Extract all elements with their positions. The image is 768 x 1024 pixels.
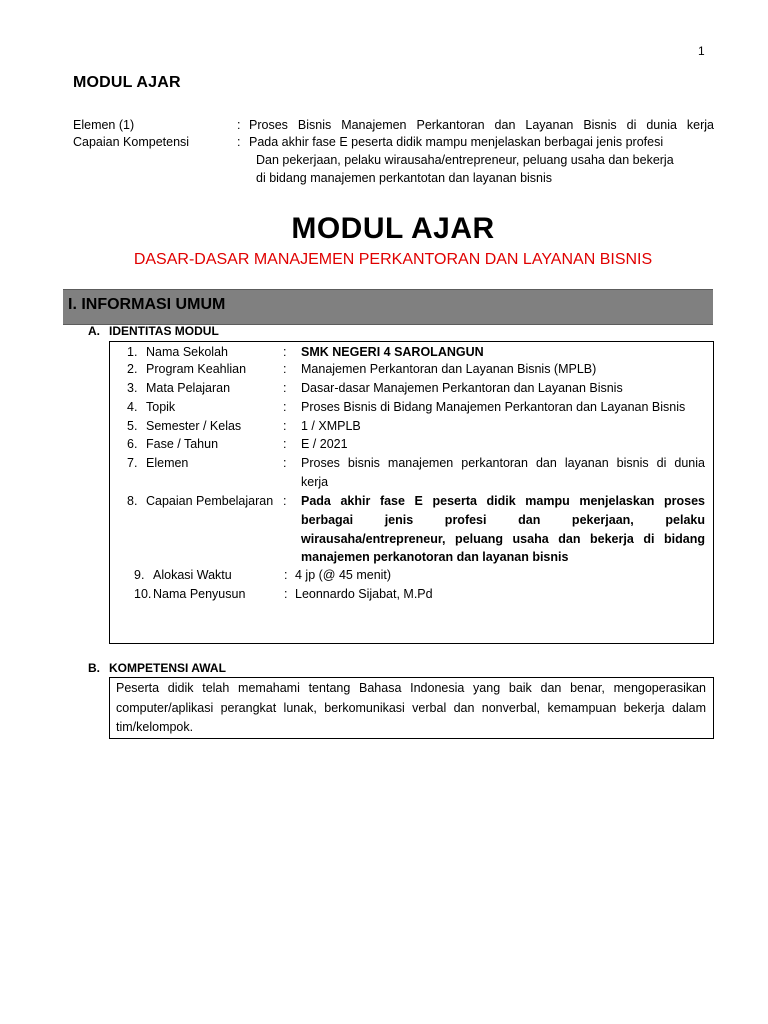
document-header-title: MODUL AJAR — [73, 74, 181, 91]
capaian-label: Capaian Kompetensi — [73, 135, 190, 149]
item-number: 8. — [127, 494, 138, 508]
item-colon: : — [283, 381, 287, 395]
item-colon: : — [283, 419, 287, 433]
item-value-capaian-line-1: Pada akhir fase E peserta didik mampu menjelaskan proses — [301, 494, 705, 508]
item-colon: : — [283, 456, 287, 470]
item-number: 2. — [127, 362, 138, 376]
identitas-heading: IDENTITAS MODUL — [109, 324, 219, 338]
item-value-capaian-line-3: wirausaha/entrepreneur, peluang usaha dan bekerja di bidang — [301, 532, 705, 546]
item-value-nama-sekolah: SMK NEGERI 4 SAROLANGUN — [301, 345, 484, 359]
kompetensi-awal-marker: B. — [88, 661, 100, 675]
item-label-program-keahlian: Program Keahlian — [146, 362, 247, 376]
item-value-mata-pelajaran: Dasar-dasar Manajemen Perkantoran dan Layanan Bisnis — [301, 381, 623, 395]
item-label-semester-kelas: Semester / Kelas — [146, 419, 242, 433]
item-label-capaian-pembelajaran: Capaian Pembelajaran — [146, 494, 274, 508]
item-colon: : — [283, 400, 287, 414]
capaian-line-3: di bidang manajemen perkantotan dan layanan bisnis — [256, 171, 553, 185]
item-value-fase-tahun: E / 2021 — [301, 437, 348, 451]
item-label-nama-penyusun: Nama Penyusun — [153, 587, 246, 601]
section-header-informasi-umum — [63, 289, 713, 325]
item-colon: : — [283, 494, 287, 508]
item-number: 4. — [127, 400, 138, 414]
item-value-alokasi-waktu: 4 jp (@ 45 menit) — [295, 568, 392, 582]
item-value-capaian-line-4: manajemen perkanotoran dan layanan bisnis — [301, 550, 569, 564]
item-label-mata-pelajaran: Mata Pelajaran — [146, 381, 231, 395]
elemen-label: Elemen (1) — [73, 118, 135, 132]
item-value-topik: Proses Bisnis di Bidang Manajemen Perkantoran dan Layanan Bisnis — [301, 400, 686, 414]
page-number: 1 — [698, 44, 705, 58]
item-colon: : — [283, 362, 287, 376]
capaian-line-1: Pada akhir fase E peserta didik mampu menjelaskan berbagai jenis profesi — [249, 135, 664, 149]
item-value-nama-penyusun: Leonnardo Sijabat, M.Pd — [295, 587, 433, 601]
subtitle: DASAR-DASAR MANAJEMEN PERKANTORAN DAN LAYANAN BISNIS — [133, 251, 653, 268]
capaian-line-2: Dan pekerjaan, pelaku wirausaha/entrepreneur, peluang usaha dan bekerja — [256, 153, 674, 167]
item-colon: : — [284, 568, 288, 582]
item-number: 6. — [127, 437, 138, 451]
item-colon: : — [283, 345, 287, 359]
identitas-marker: A. — [88, 324, 100, 338]
elemen-colon: : — [237, 118, 241, 132]
item-value-elemen-line-1: Proses bisnis manajemen perkantoran dan layanan bisnis di dunia — [301, 456, 705, 470]
item-number: 3. — [127, 381, 138, 395]
item-value-elemen-line-2: kerja — [301, 475, 329, 489]
item-label-nama-sekolah: Nama Sekolah — [146, 345, 228, 359]
item-colon: : — [283, 437, 287, 451]
kompetensi-awal-heading: KOMPETENSI AWAL — [109, 661, 226, 675]
item-label-elemen: Elemen — [146, 456, 189, 470]
item-label-fase-tahun: Fase / Tahun — [146, 437, 219, 451]
main-title: MODUL AJAR — [291, 212, 495, 245]
item-number: 5. — [127, 419, 138, 433]
kompetensi-awal-text: Peserta didik telah memahami tentang Bahasa Indonesia yang baik dan benar, mengoperasikan computer/aplikasi perangkat lunak, berkomunikasi verbal dan nonverbal, kemampuan bekerja dalam tim/kelompok. — [116, 681, 706, 734]
item-number: 7. — [127, 456, 138, 470]
item-value-program-keahlian: Manajemen Perkantoran dan Layanan Bisnis (MPLB) — [301, 362, 597, 376]
elemen-value: Proses Bisnis Manajemen Perkantoran dan Layanan Bisnis di dunia kerja — [249, 118, 714, 132]
item-number: 9. — [134, 568, 145, 582]
item-number: 1. — [127, 345, 138, 359]
item-value-semester-kelas: 1 / XMPLB — [301, 419, 361, 433]
section-title: I. INFORMASI UMUM — [68, 296, 226, 313]
item-value-capaian-line-2: berbagai jenis profesi dan pekerjaan, pelaku — [301, 513, 705, 527]
item-colon: : — [284, 587, 288, 601]
item-number: 10. — [134, 587, 152, 601]
item-label-alokasi-waktu: Alokasi Waktu — [153, 568, 232, 582]
capaian-colon: : — [237, 135, 241, 149]
item-label-topik: Topik — [146, 400, 176, 414]
